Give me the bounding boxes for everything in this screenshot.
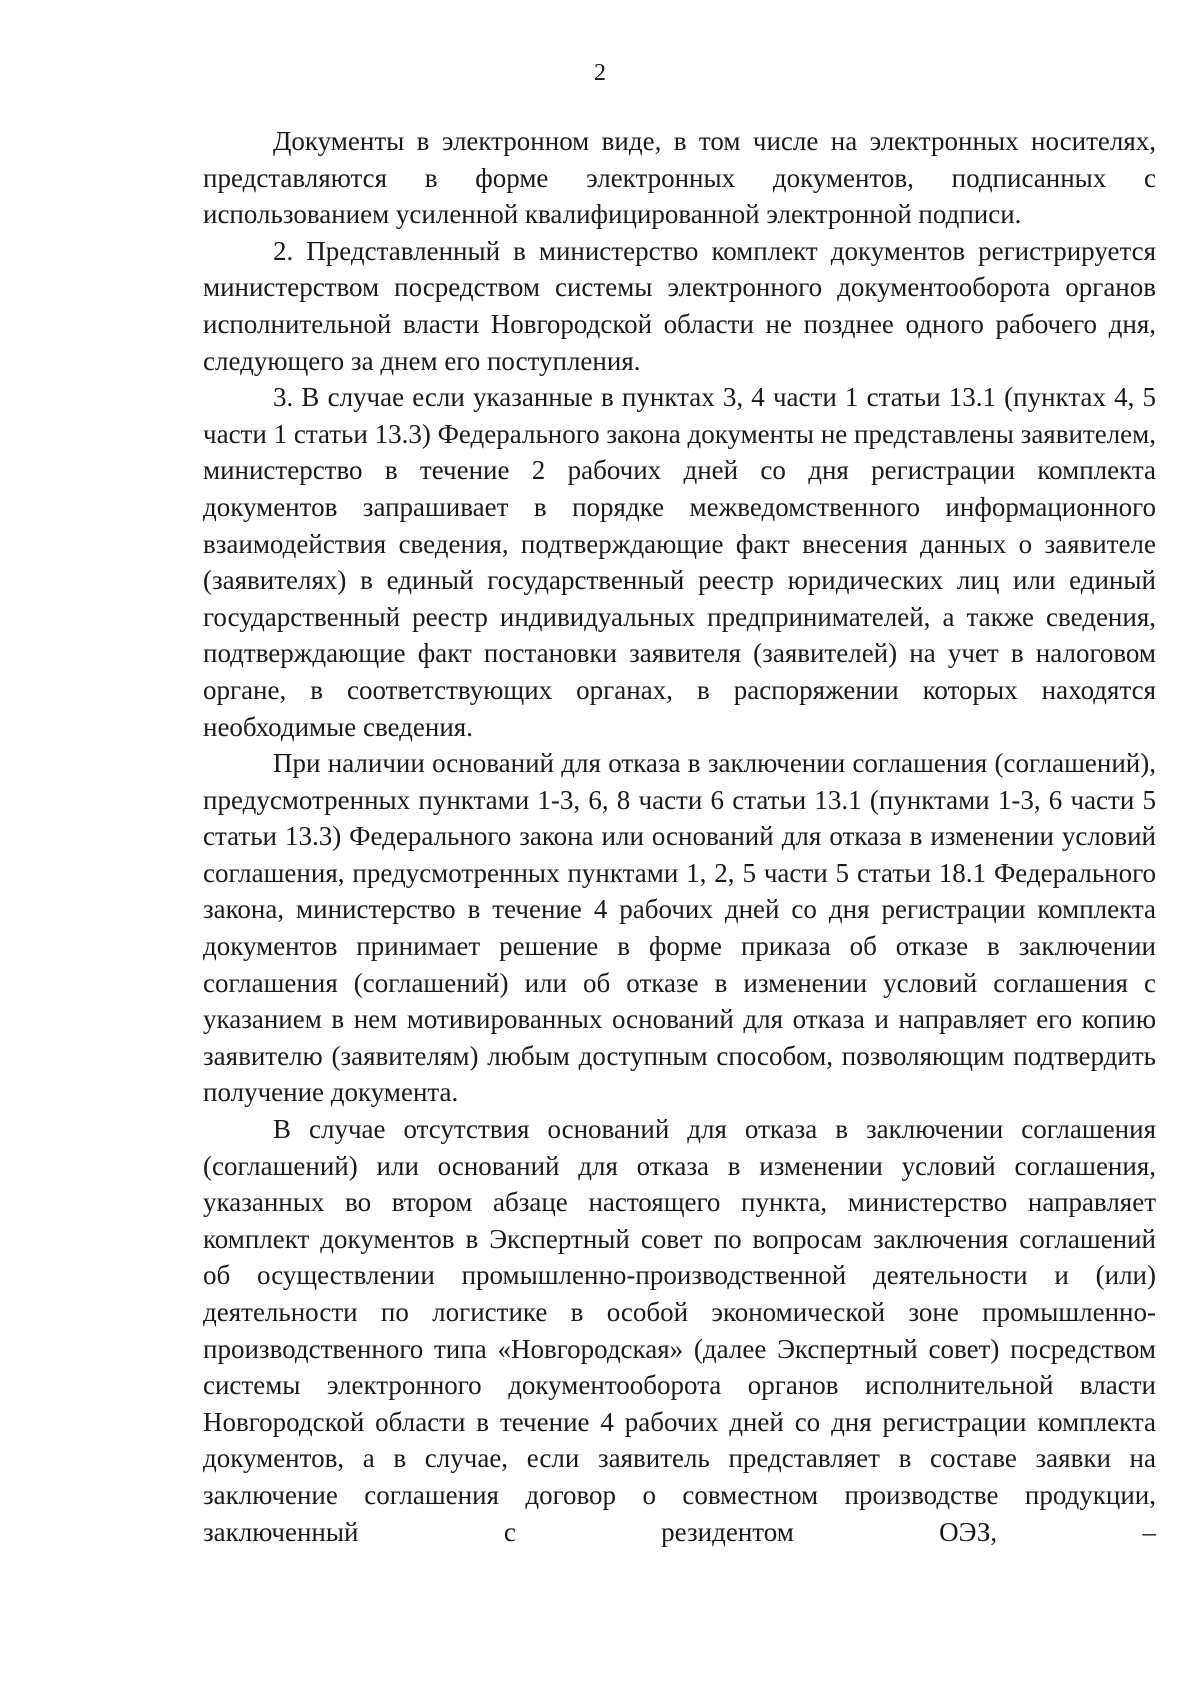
paragraph-item-2: 2. Представленный в министерство комплект документов регистрируется министерством посредством системы электронного документооборота органов исполнительной власти Новгородской области не позднее одного рабочего дня, следующего за днем его поступления.: [203, 235, 1156, 376]
document-body: [203, 123, 1156, 1550]
page-number: 2: [594, 60, 606, 86]
paragraph-item-3: 3. В случае если указанные в пунктах 3, 4 части 1 статьи 13.1 (пунктах 4, 5 части 1 статьи 13.3) Федерального закона документы не представлены заявителем, министерство в течение 2 рабочих дней со дня регистрации комплекта документов запрашивает в порядке межведомственного информационного взаимодействия сведения, подтверждающие факт внесения данных о заявителе (заявителях) в единый государственный реестр юридических лиц или единый государственный реестр индивидуальных предпринимателей, а также сведения, подтверждающие факт постановки заявителя (заявителей) на учет в налоговом органе, в соответствующих органах, в распоряжении которых находятся необходимые сведения.: [203, 382, 1156, 742]
paragraph-refusal-grounds: При наличии оснований для отказа в заключении соглашения (соглашений), предусмотренных пунктами 1-3, 6, 8 части 6 статьи 13.1 (пунктами 1-3, 6 части 5 статьи 13.3) Федерального закона или оснований для отказа в изменении условий соглашения, предусмотренных пунктами 1, 2, 5 части 5 статьи 18.1 Федерального закона, министерство в течение 4 рабочих дней со дня регистрации комплекта документов принимает решение в форме приказа об отказе в заключении соглашения (соглашений) или об отказе в изменении условий соглашения с указанием в нем мотивированных оснований для отказа и направляет его копию заявителю (заявителям) любым доступным способом, позволяющим подтвердить получение документа.: [203, 748, 1156, 1108]
paragraph-electronic-documents: Документы в электронном виде, в том числе на электронных носителях, представляются в форме электронных документов, подписанных с использованием усиленной квалифицированной электронной подписи.: [203, 126, 1156, 230]
paragraph-expert-council: В случае отсутствия оснований для отказа в заключении соглашения (соглашений) или оснований для отказа в изменении условий соглашения, указанных во втором абзаце настоящего пункта, министерство направляет комплект документов в Экспертный совет по вопросам заключения соглашений об осуществлении промышленно-производственной деятельности и (или) деятельности по логистике в особой экономической зоне промышленно-производственного типа «Новгородская» (далее Экспертный совет) посредством системы электронного документооборота органов исполнительной власти Новгородской области в течение 4 рабочих дней со дня регистрации комплекта документов, а в случае, если заявитель представляет в составе заявки на заключение соглашения договор о совместном производстве продукции, заключенный с резидентом ОЭЗ, –: [203, 1114, 1156, 1547]
